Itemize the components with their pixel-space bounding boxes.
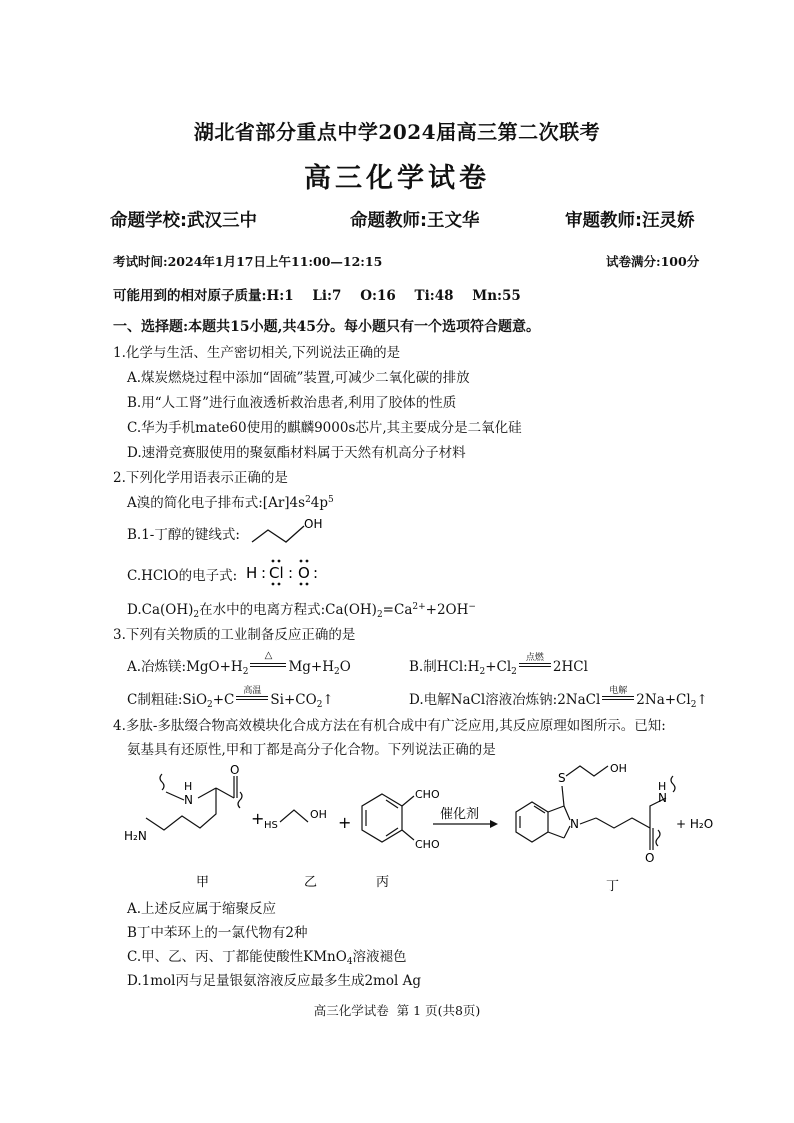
q3-a-right: Mg+H <box>288 659 335 675</box>
jia-h-label: H <box>184 780 193 793</box>
setter-teacher: 命题教师:王文华 <box>350 211 480 231</box>
butanol-oh-label: OH <box>304 517 323 531</box>
jia-h2n-label: H₂N <box>124 829 147 843</box>
ding-h-label: H <box>658 780 667 793</box>
q2-option-d <box>127 598 476 620</box>
ding-wavy-bond-right <box>656 830 660 846</box>
reaction-scheme-diagram <box>118 762 718 897</box>
q3-b-mid: +Cl <box>485 659 512 675</box>
q4-option-d: D.1mol丙与足量银氨溶液反应最多生成2mol Ag <box>127 973 421 989</box>
q2-d-eq: =Ca <box>382 602 413 618</box>
ding-o-label: O <box>645 851 655 865</box>
ding-n-label: N <box>570 817 579 831</box>
q2-d-prefix: D.Ca(OH) <box>127 602 194 618</box>
jia-bond-3 <box>216 788 234 798</box>
jia-bond-1 <box>166 792 184 800</box>
name-jia: 甲 <box>196 875 210 890</box>
hclo-pair-1: : <box>261 564 267 582</box>
q3-d-gas: ↑ <box>696 692 708 708</box>
jia-bond-2 <box>198 788 216 798</box>
q3-b-condition: 点燃 <box>525 653 544 663</box>
q3-d-left: D.电解NaCl溶液冶炼钠:2NaCl <box>409 692 601 708</box>
bing-cho-bottom: CHO <box>415 838 440 851</box>
q3-c-condition: 高温 <box>243 686 262 696</box>
setter-school: 命题学校:武汉三中 <box>110 211 257 231</box>
reaction-arrowhead <box>490 820 498 828</box>
q3-c-right: Si+CO <box>270 692 317 708</box>
q3-b-sub-2: 2 <box>511 667 517 677</box>
q1-option-a: A.煤炭燃烧过程中添加“固硫”装置,可减少二氧化碳的排放 <box>127 370 470 386</box>
bing-cho-top: CHO <box>415 788 440 801</box>
hclo-cl: Cl <box>269 564 284 582</box>
ding-nh-label: N <box>658 791 667 805</box>
yi-hs-label: HS <box>264 820 278 831</box>
q1-stem: 1.化学与生活、生产密切相关,下列说法正确的是 <box>113 345 401 361</box>
q3-c-left: C制粗硅:SiO <box>127 692 208 708</box>
q3-b-equals <box>519 663 551 667</box>
q2-a-mid: 4p <box>310 495 329 511</box>
exam-time: 考试时间:2024年1月17日上午11:00—12:15 <box>113 254 383 269</box>
q2-d-rest: 在水中的电离方程式:Ca(OH) <box>199 602 377 618</box>
q3-b-sub-1: 2 <box>479 667 486 677</box>
q4-c-sub: 4 <box>346 957 353 967</box>
yi-oh-label: OH <box>310 808 327 821</box>
q3-option-d <box>409 688 708 710</box>
yi-bonds <box>280 810 308 822</box>
q2-option-c: C.HClO的电子式: <box>127 568 238 584</box>
q2-d-tail: +2OH <box>425 602 469 618</box>
q3-a-sub-2: 2 <box>334 667 340 677</box>
q2-a-sup1: 2 <box>305 495 311 505</box>
q4-option-c <box>127 945 407 967</box>
hclo-pair-2: : <box>288 564 294 582</box>
ding-s-label: S <box>558 771 566 785</box>
q4-stem-line-1: 4.多肽-多肽缀合物高效模块化合成方法在有机合成中有广泛应用,其反应原理如图所示。已知: <box>113 718 666 734</box>
q3-option-a <box>127 650 351 677</box>
q3-d-equals <box>602 696 634 700</box>
hclo-electron-formula <box>242 554 342 588</box>
q4-option-b: B丁中苯环上的一氯代物有2种 <box>127 925 308 941</box>
q3-c-equals <box>236 696 268 700</box>
q1-option-b: B.用“人工肾”进行血液透析救治患者,利用了胶体的性质 <box>127 395 457 411</box>
paper-subtitle: 高三化学试卷 <box>304 163 490 194</box>
q3-c-mid: +C <box>212 692 235 708</box>
q3-a-sub: 2 <box>242 667 249 677</box>
hclo-o: O <box>298 564 310 582</box>
q3-c-sub-1: 2 <box>207 700 213 710</box>
q4-c-prefix: C.甲、乙、丙、丁都能使酸性KMnO <box>127 949 347 965</box>
hclo-h: H <box>246 564 258 582</box>
bing-benzene-ring <box>362 794 414 842</box>
butanol-skeletal-structure <box>248 512 328 550</box>
plus-sign-1: + <box>251 809 265 828</box>
q4-option-a: A.上述反应属于缩聚反应 <box>127 901 277 917</box>
jia-o-label: O <box>230 763 240 777</box>
q3-option-c <box>127 688 334 710</box>
q1-option-c: C.华为手机mate60使用的麒麟9000s芯片,其主要成分是二氧化硅 <box>127 420 522 436</box>
q3-b-right: 2HCl <box>552 659 588 675</box>
jia-wavy-bond-left <box>160 774 164 790</box>
catalyst-label: 催化剂 <box>440 807 480 822</box>
compound-jia-structure <box>146 774 242 830</box>
ding-oh-label: OH <box>610 762 627 775</box>
q3-d-condition-arrow <box>600 686 636 708</box>
q3-c-condition-arrow <box>234 686 270 708</box>
q2-d-minus: − <box>468 602 476 612</box>
ding-structure <box>516 766 675 850</box>
jia-wavy-bond-right <box>238 792 242 808</box>
q4-c-suffix: 溶液褪色 <box>352 949 407 965</box>
butanol-bond-line <box>252 526 304 542</box>
q3-a-equals <box>250 663 286 667</box>
q3-a-left: A.冶炼镁:MgO+H <box>127 659 243 675</box>
name-yi: 乙 <box>304 875 318 890</box>
q2-d-sub-1: 2 <box>193 610 200 620</box>
ding-wavy-bond-left <box>671 776 675 792</box>
q2-a-sup2: 5 <box>328 495 334 505</box>
jia-n-label: N <box>184 793 193 807</box>
atomic-masses: 可能用到的相对原子质量:H:1 Li:7 O:16 Ti:48 Mn:55 <box>113 288 521 304</box>
q2-d-sub-2: 2 <box>376 610 383 620</box>
reviewer-teacher: 审题教师:汪灵娇 <box>565 211 695 231</box>
q2-option-a <box>127 491 334 511</box>
q3-a-condition-arrow <box>248 650 288 675</box>
q2-d-charge: 2+ <box>412 602 426 612</box>
q3-d-sub: 2 <box>690 700 697 710</box>
q3-stem: 3.下列有关物质的工业制备反应正确的是 <box>113 627 356 643</box>
hclo-pair-3: : <box>313 564 319 582</box>
q3-option-b <box>409 655 588 677</box>
q4-stem-line-2: 氨基具有还原性,甲和丁都是高分子化合物。下列说法正确的是 <box>127 742 496 758</box>
q2-a-prefix: A溴的简化电子排布式:[Ar]4s <box>127 495 306 511</box>
exam-title: 湖北省部分重点中学2024届高三第二次联考 <box>193 120 601 144</box>
q3-c-sub-2: 2 <box>316 700 323 710</box>
q3-b-condition-arrow <box>517 653 553 675</box>
q2-stem: 2.下列化学用语表示正确的是 <box>113 470 288 486</box>
q3-a-condition: △ <box>264 650 273 661</box>
name-ding: 丁 <box>606 879 620 894</box>
water-product: + H₂O <box>676 817 714 831</box>
q1-option-d: D.速滑竞赛服使用的聚氨酯材料属于天然有机高分子材料 <box>127 445 466 461</box>
q3-d-condition: 电解 <box>609 686 628 696</box>
plus-sign-2: + <box>338 813 352 832</box>
full-score: 试卷满分:100分 <box>606 254 700 269</box>
q3-c-gas: ↑ <box>322 692 334 708</box>
q2-option-b: B.1-丁醇的键线式: <box>127 527 240 543</box>
page-footer: 高三化学试卷 第 1 页(共8页) <box>313 1003 481 1018</box>
name-bing: 丙 <box>376 875 390 890</box>
q3-b-left: B.制HCl:H <box>409 659 480 675</box>
q3-a-tail: O <box>339 659 351 675</box>
q3-d-right: 2Na+Cl <box>636 692 691 708</box>
section-heading: 一、选择题:本题共15小题,共45分。每小题只有一个选项符合题意。 <box>113 319 541 335</box>
